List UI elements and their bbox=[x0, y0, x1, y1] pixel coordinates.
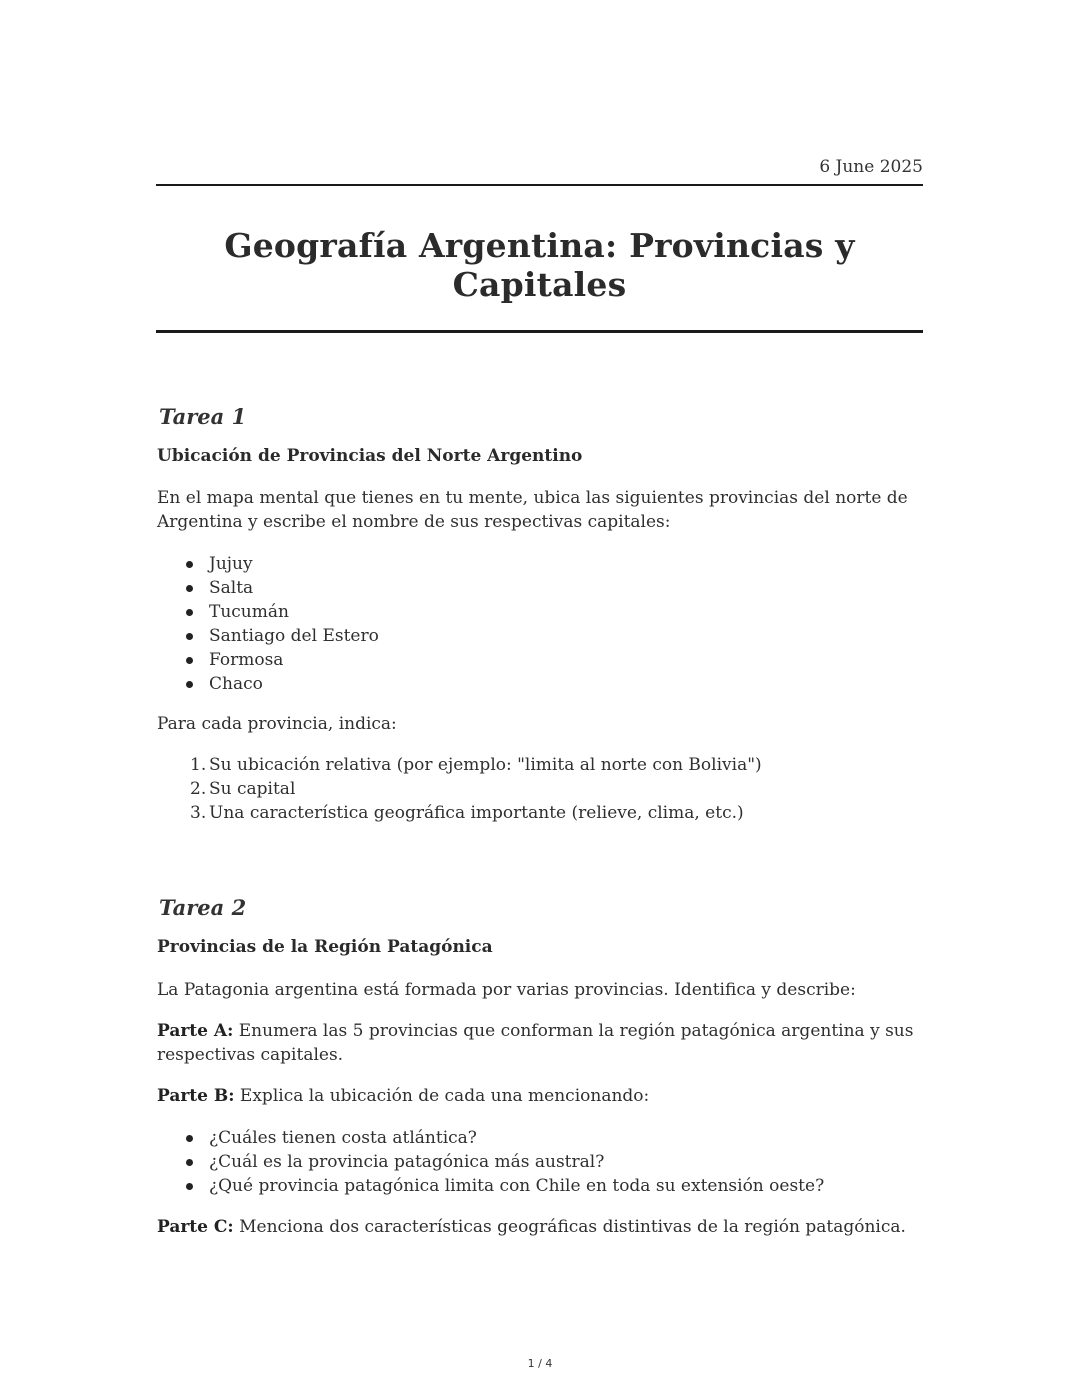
task1-subtitle: Ubicación de Provincias del Norte Argentino bbox=[157, 446, 583, 466]
part-b bbox=[157, 1084, 917, 1108]
list-item: ¿Cuál es la provincia patagónica más austral? bbox=[186, 1150, 824, 1174]
task2-heading: Tarea 2 bbox=[159, 895, 247, 920]
part-c-text: Menciona dos características geográficas distintivas de la región patagónica. bbox=[233, 1217, 906, 1237]
task1-instruction: Para cada provincia, indica: bbox=[157, 714, 397, 734]
list-item: Jujuy bbox=[186, 552, 379, 576]
part-c-label: Parte C: bbox=[157, 1217, 234, 1237]
part-a bbox=[157, 1019, 917, 1067]
bullet-icon bbox=[186, 681, 193, 688]
page-number: 1 / 4 bbox=[527, 1357, 553, 1370]
task1-heading: Tarea 1 bbox=[159, 404, 247, 429]
bullet-icon bbox=[186, 633, 193, 640]
bullet-icon bbox=[186, 1159, 193, 1166]
part-b-label: Parte B: bbox=[157, 1086, 235, 1106]
list-item: Salta bbox=[186, 576, 379, 600]
title-rule bbox=[156, 330, 923, 333]
header-rule bbox=[156, 184, 923, 186]
list-item: ¿Qué provincia patagónica limita con Chile en toda su extensión oeste? bbox=[186, 1174, 824, 1198]
part-b-text: Explica la ubicación de cada una mencionando: bbox=[234, 1086, 650, 1106]
bullet-icon bbox=[186, 1183, 193, 1190]
questions-list bbox=[186, 1126, 824, 1198]
list-item: 1. Su ubicación relativa (por ejemplo: "limita al norte con Bolivia") bbox=[190, 755, 762, 775]
list-item: ¿Cuáles tienen costa atlántica? bbox=[186, 1126, 824, 1150]
bullet-icon bbox=[186, 1135, 193, 1142]
list-item: Chaco bbox=[186, 672, 379, 696]
list-item: 2. Su capital bbox=[190, 779, 296, 799]
bullet-icon bbox=[186, 657, 193, 664]
page-title: Geografía Argentina: Provincias y Capitales bbox=[224, 226, 855, 304]
bullet-icon bbox=[186, 609, 193, 616]
task1-intro: En el mapa mental que tienes en tu mente, ubica las siguientes provincias del norte de Argentina y escribe el nombre de sus respectivas capitales: bbox=[157, 488, 908, 532]
bullet-icon bbox=[186, 585, 193, 592]
part-c bbox=[157, 1215, 917, 1239]
part-a-text: Enumera las 5 provincias que conforman la región patagónica argentina y sus respectivas capitales. bbox=[157, 1021, 914, 1065]
steps-list bbox=[190, 753, 762, 825]
task2-intro: La Patagonia argentina está formada por varias provincias. Identifica y describe: bbox=[157, 980, 856, 1000]
header-date: 6 June 2025 bbox=[819, 157, 923, 177]
list-item: Formosa bbox=[186, 648, 379, 672]
list-item: Tucumán bbox=[186, 600, 379, 624]
list-item: 3. Una característica geográfica importante (relieve, clima, etc.) bbox=[190, 803, 744, 823]
province-list bbox=[186, 552, 379, 696]
list-item: Santiago del Estero bbox=[186, 624, 379, 648]
part-a-label: Parte A: bbox=[157, 1021, 234, 1041]
task2-subtitle: Provincias de la Región Patagónica bbox=[157, 937, 493, 957]
bullet-icon bbox=[186, 561, 193, 568]
